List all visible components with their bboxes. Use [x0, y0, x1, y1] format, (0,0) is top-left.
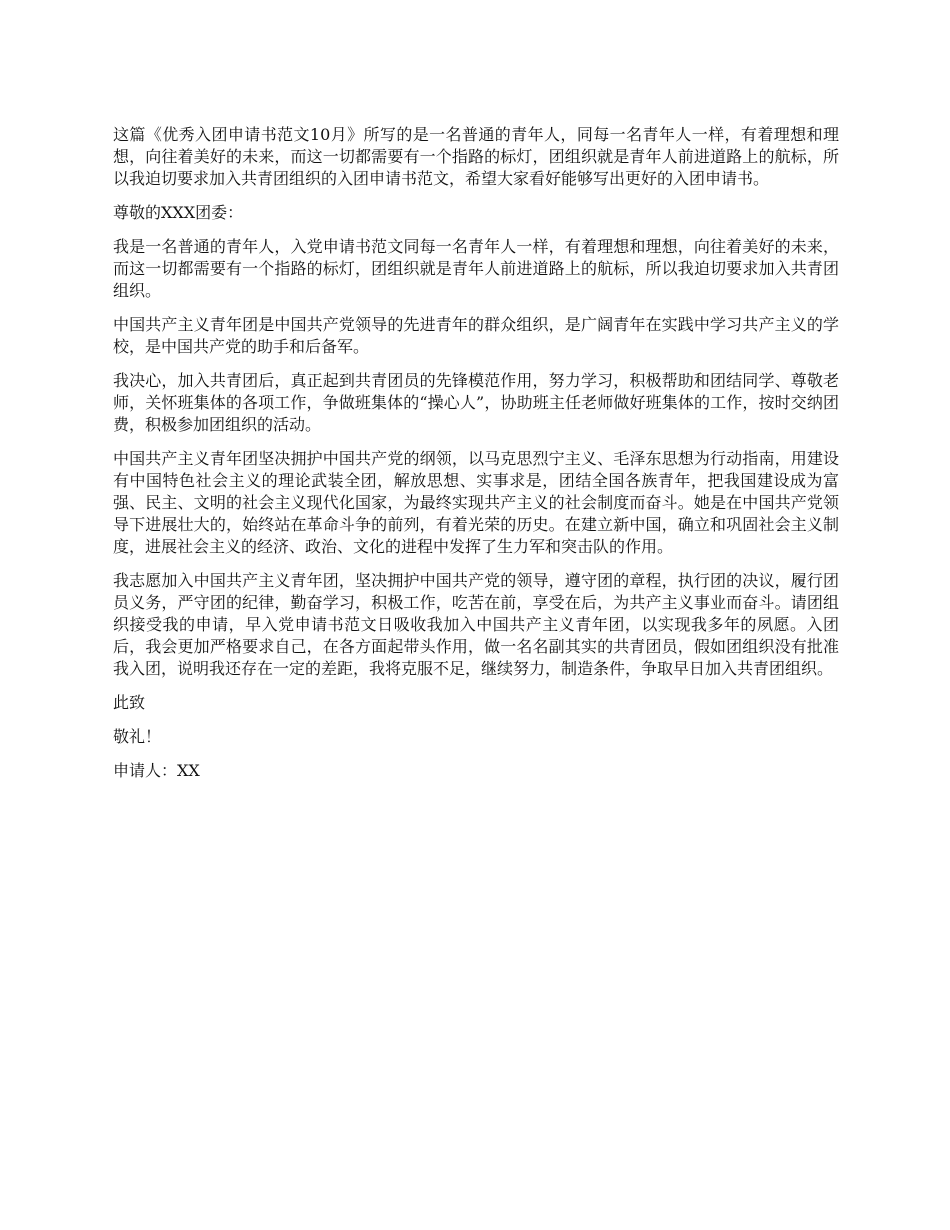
document-page [113, 124, 839, 794]
body-paragraph-1: 我是一名普通的青年人，入党申请书范文同每一名青年人一样，有着理想和理想，向往着美好的未来，而这一切都需要有一个指路的标灯，团组织就是青年人前进道路上的航标，所以我迫切要求加入共青团组织。 [113, 237, 839, 300]
body-paragraph-2: 中国共产主义青年团是中国共产党领导的先进青年的群众组织，是广阔青年在实践中学习共产主义的学校，是中国共产党的助手和后备军。 [113, 315, 839, 356]
body-paragraph-5: 我志愿加入中国共产主义青年团，坚决拥护中国共产党的领导，遵守团的章程，执行团的决议，履行团员义务，严守团的纪律，勤奋学习，积极工作，吃苦在前，享受在后，为共产主义事业而奋斗。请团组织接受我的申请，早入党申请书范文日吸收我加入中国共产主义青年团，以实现我多年的夙愿。入团后，我会更加严格要求自己，在各方面起带头作用，做一名名副其实的共青团员，假如团组织没有批准我入团，说明我还存在一定的差距，我将克服不足，继续努力，制造条件，争取早日加入共青团组织。 [113, 571, 839, 678]
body-paragraph-3: 我决心，加入共青团后，真正起到共青团员的先锋模范作用，努力学习，积极帮助和团结同学、尊敬老师，关怀班集体的各项工作，争做班集体的“操心人”，协助班主任老师做好班集体的工作，按时交纳团费，积极参加团组织的活动。 [113, 371, 839, 434]
intro-paragraph: 这篇《优秀入团申请书范文10月》所写的是一名普通的青年人，同每一名青年人一样，有着理想和理想，向往着美好的未来，而这一切都需要有一个指路的标灯，团组织就是青年人前进道路上的航标，所以我迫切要求加入共青团组织的入团申请书范文，希望大家看好能够写出更好的入团申请书。 [113, 125, 839, 188]
closing-line-1: 此致 [113, 693, 146, 712]
closing-line-2: 敬礼！ [113, 727, 162, 746]
signature: 申请人：XX [113, 761, 200, 780]
salutation: 尊敬的XXX团委： [113, 203, 244, 222]
body-paragraph-4: 中国共产主义青年团坚决拥护中国共产党的纲领，以马克思烈宁主义、毛泽东思想为行动指南，用建设有中国特色社会主义的理论武装全团，解放思想、实事求是，团结全国各族青年，把我国建设成为富强、民主、文明的社会主义现代化国家，为最终实现共产主义的社会制度而奋斗。她是在中国共产党领导下进展壮大的，始终站在革命斗争的前列，有着光荣的历史。在建立新中国，确立和巩固社会主义制度，进展社会主义的经济、政治、文化的进程中发挥了生力军和突击队的作用。 [113, 449, 839, 556]
